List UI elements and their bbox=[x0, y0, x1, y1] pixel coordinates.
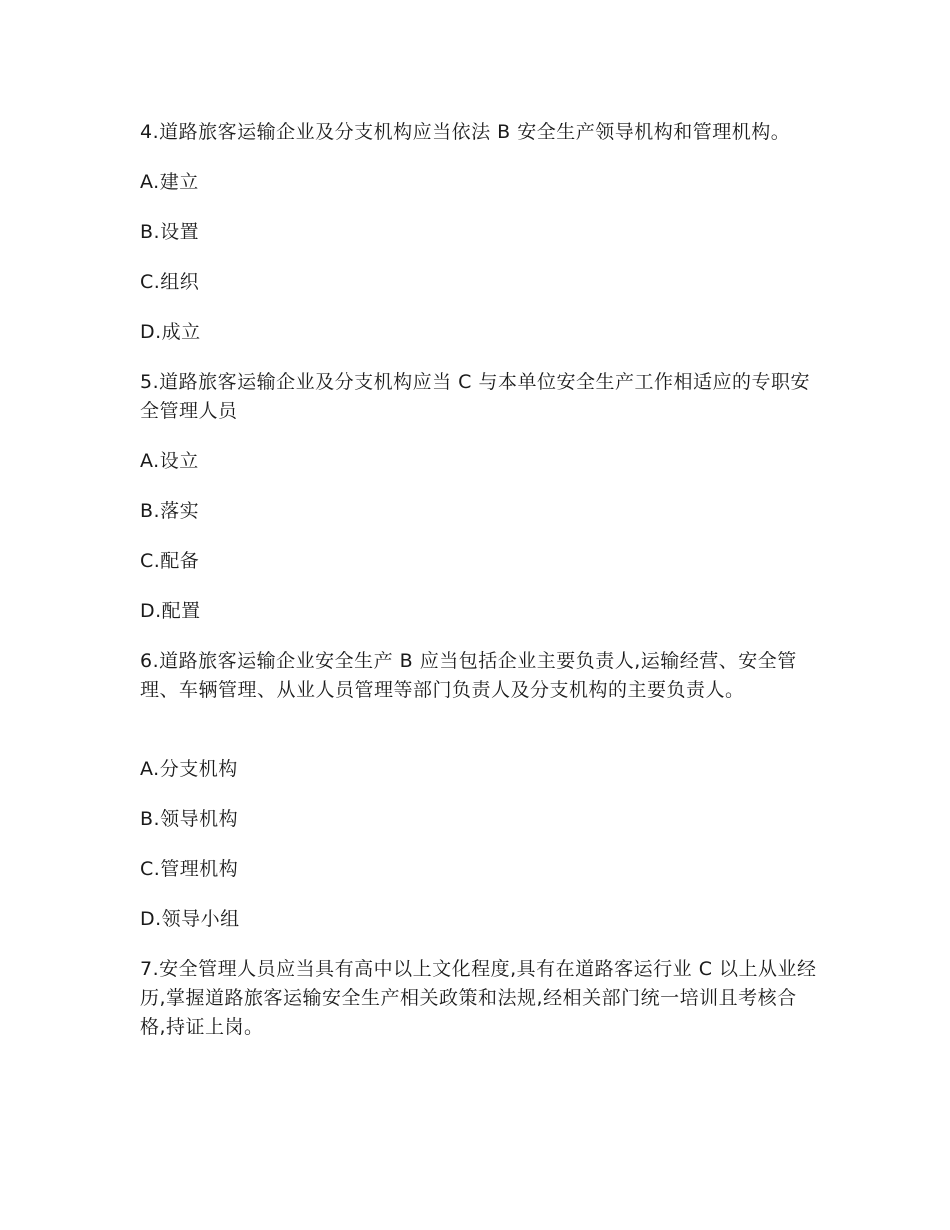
question-4-option-d: D.成立 bbox=[140, 321, 201, 343]
question-4-option-b: B.设置 bbox=[140, 221, 200, 243]
question-7: 7.安全管理人员应当具有高中以上文化程度,具有在道路客运行业 C 以上从业经历,掌握道路旅客运输安全生产相关政策和法规,经相关部门统一培训且考核合格,持证上岗。 bbox=[140, 958, 817, 1038]
question-5-option-d: D.配置 bbox=[140, 600, 201, 622]
question-4-option-c: C.组织 bbox=[140, 271, 200, 293]
question-5: 5.道路旅客运输企业及分支机构应当 C 与本单位安全生产工作相适应的专职安全管理人员 bbox=[140, 371, 810, 422]
question-list bbox=[140, 118, 820, 1042]
question-4-option-a: A.建立 bbox=[140, 171, 199, 193]
question-5-option-c: C.配备 bbox=[140, 550, 200, 572]
question-6-option-a: A.分支机构 bbox=[140, 758, 238, 780]
question-5-option-b: B.落实 bbox=[140, 500, 200, 522]
question-4: 4.道路旅客运输企业及分支机构应当依法 B 安全生产领导机构和管理机构。 bbox=[140, 121, 791, 143]
question-5-option-a: A.设立 bbox=[140, 450, 199, 472]
question-6-option-b: B.领导机构 bbox=[140, 808, 239, 830]
question-6-option-c: C.管理机构 bbox=[140, 858, 239, 880]
question-6-option-d: D.领导小组 bbox=[140, 908, 240, 930]
question-6: 6.道路旅客运输企业安全生产 B 应当包括企业主要负责人,运输经营、安全管理、车辆管理、从业人员管理等部门负责人及分支机构的主要负责人。 bbox=[140, 650, 797, 701]
